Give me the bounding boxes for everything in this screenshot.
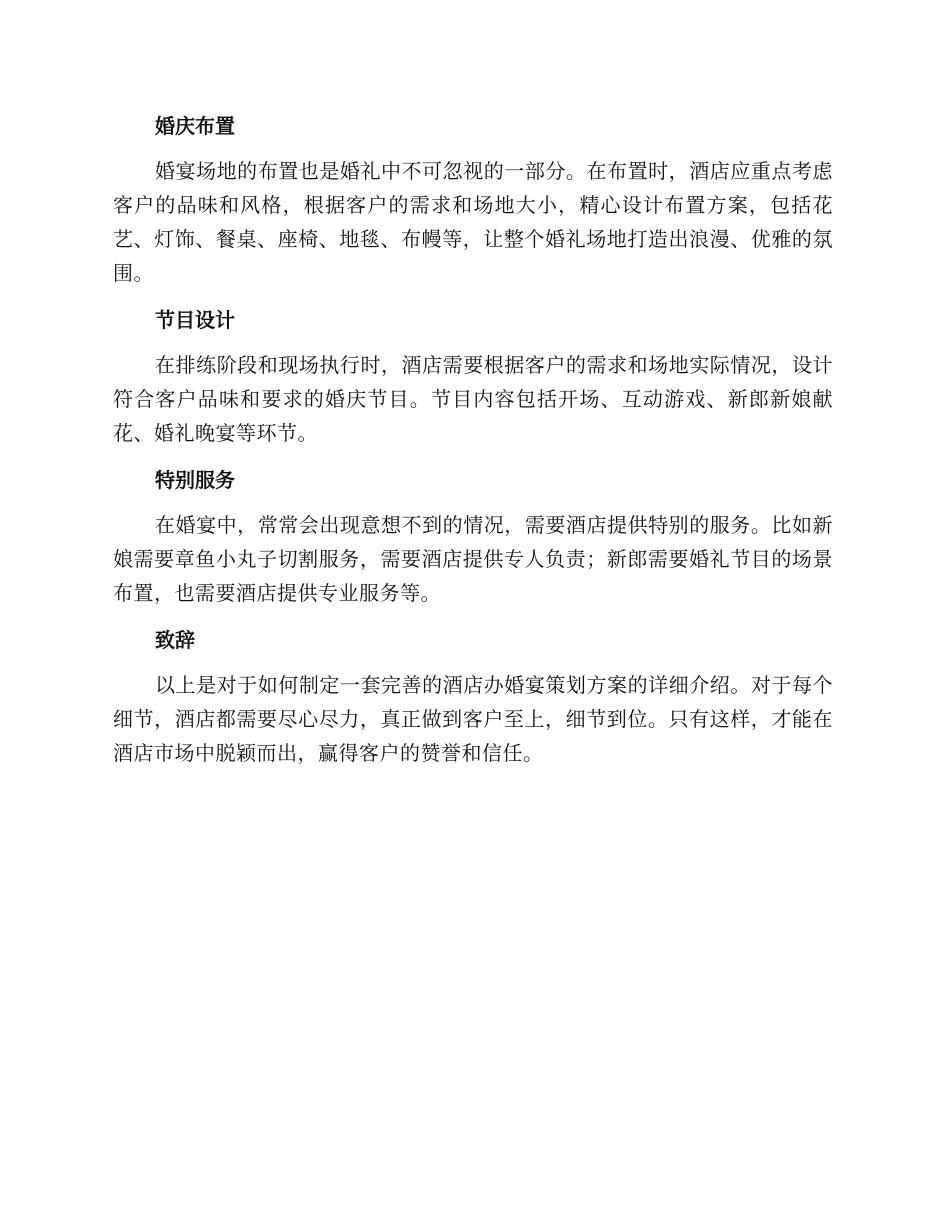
section-closing-remarks [113,620,833,770]
section-program-design [113,300,833,450]
section-paragraph: 婚宴场地的布置也是婚礼中不可忽视的一部分。在布置时，酒店应重点考虑客户的品味和风格，根据客户的需求和场地大小，精心设计布置方案，包括花艺、灯饰、餐桌、座椅、地毯、布幔等，让整个婚礼场地打造出浪漫、优雅的氛围。 [113,159,833,285]
section-heading: 致辞 [155,628,195,652]
section-paragraph: 以上是对于如何制定一套完善的酒店办婚宴策划方案的详细介绍。对于每个细节，酒店都需要尽心尽力，真正做到客户至上，细节到位。只有这样，才能在酒店市场中脱颖而出，赢得客户的赞誉和信任。 [113,673,833,765]
document-content [113,106,833,780]
section-paragraph: 在排练阶段和现场执行时，酒店需要根据客户的需求和场地实际情况，设计符合客户品味和要求的婚庆节目。节目内容包括开场、互动游戏、新郎新娘献花、婚礼晚宴等环节。 [113,353,833,445]
section-wedding-decoration [113,106,833,290]
section-heading: 婚庆布置 [155,114,235,138]
section-heading: 节目设计 [155,308,235,332]
section-special-service [113,460,833,610]
section-paragraph: 在婚宴中，常常会出现意想不到的情况，需要酒店提供特别的服务。比如新娘需要章鱼小丸子切割服务，需要酒店提供专人负责；新郎需要婚礼节目的场景布置，也需要酒店提供专业服务等。 [113,513,833,605]
section-heading: 特别服务 [155,468,235,492]
